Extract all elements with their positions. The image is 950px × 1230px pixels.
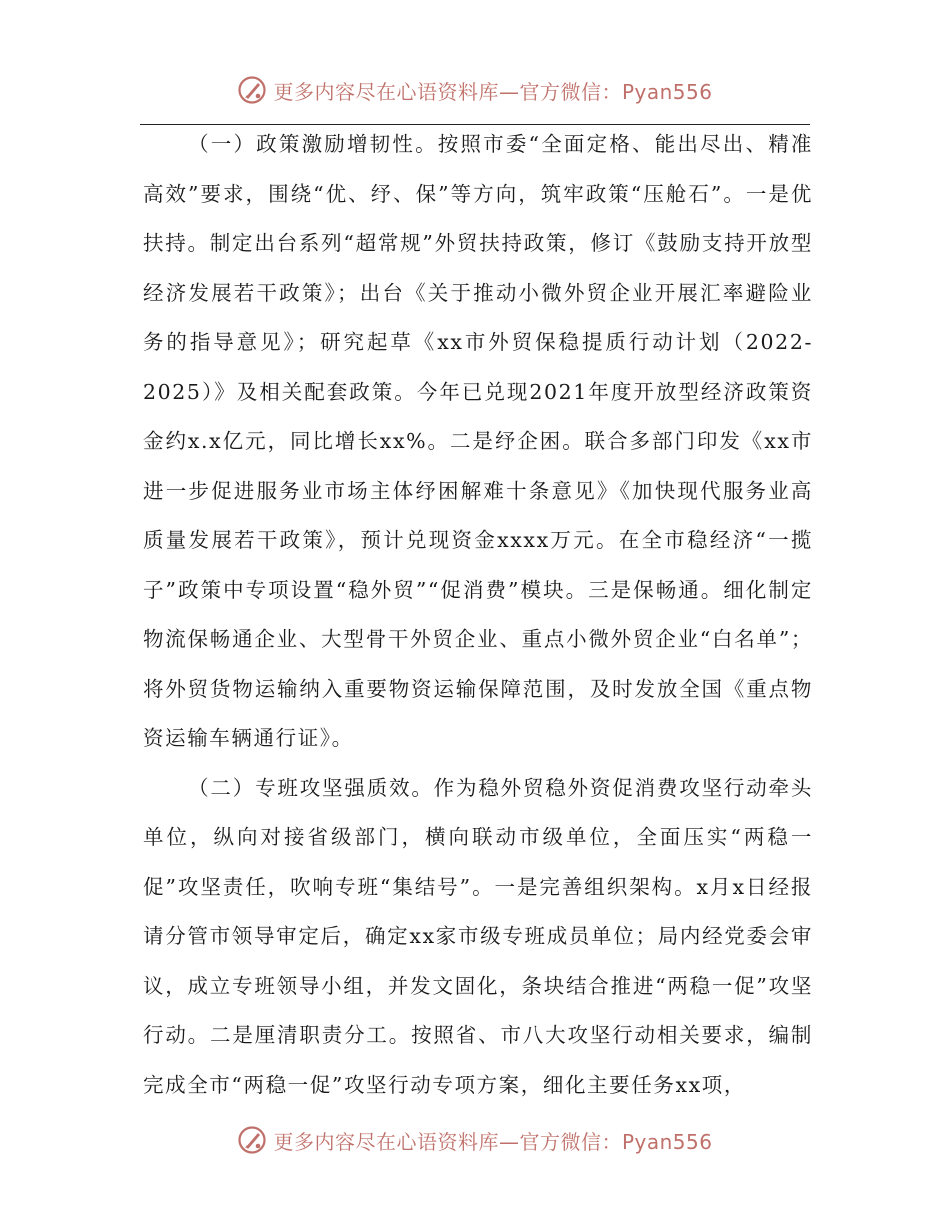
footer-watermark [0,1120,950,1160]
header-watermark [0,70,950,110]
paragraph-policy-incentives: （一）政策激励增韧性。按照市委“全面定格、能出尽出、精准高效”要求，围绕“优、纾、保”等方向，筑牢政策“压舱石”。一是优扶持。制定出台系列“超常规”外贸扶持政策，修订《鼓励支持开放型经济发展若干政策》；出台《关于推动小微外贸企业开展汇率避险业务的指导意见》；研究起草《xx市外贸保稳提质行动计划（2022-2025）》及相关配套政策。今年已兑现2021年度开放型经济政策资金约x.x亿元，同比增长xx%。二是纾企困。联合多部门印发《xx市进一步促进服务业市场主体纾困解难十条意见》《加快现代服务业高质量发展若干政策》，预计兑现资金xxxx万元。在全市稳经济“一揽子”政策中专项设置“稳外贸”“促消费”模块。三是保畅通。细化制定物流保畅通企业、大型骨干外贸企业、重点小微外贸企业“白名单”；将外贸货物运输纳入重要物资运输保障范围，及时发放全国《重点物资运输车辆通行证》。 [143,132,813,750]
feather-pen-seal-icon [237,1125,267,1155]
feather-pen-seal-icon [237,75,267,105]
document-body [143,120,813,1110]
watermark-text: 更多内容尽在心语资料库—官方微信：Pyan556 [273,1129,713,1154]
paragraph-task-force: （二）专班攻坚强质效。作为稳外贸稳外资促消费攻坚行动牵头单位，纵向对接省级部门，横向联动市级单位，全面压实“两稳一促”攻坚责任，吹响专班“集结号”。一是完善组织架构。x月x日经报请分管市领导审定后，确定xx家市级专班成员单位；局内经党委会审议，成立专班领导小组，并发文固化，条块结合推进“两稳一促”攻坚行动。二是厘清职责分工。按照省、市八大攻坚行动相关要求，编制完成全市“两稳一促”攻坚行动专项方案，细化主要任务xx项， [143,775,813,1097]
watermark-text: 更多内容尽在心语资料库—官方微信：Pyan556 [273,79,713,104]
